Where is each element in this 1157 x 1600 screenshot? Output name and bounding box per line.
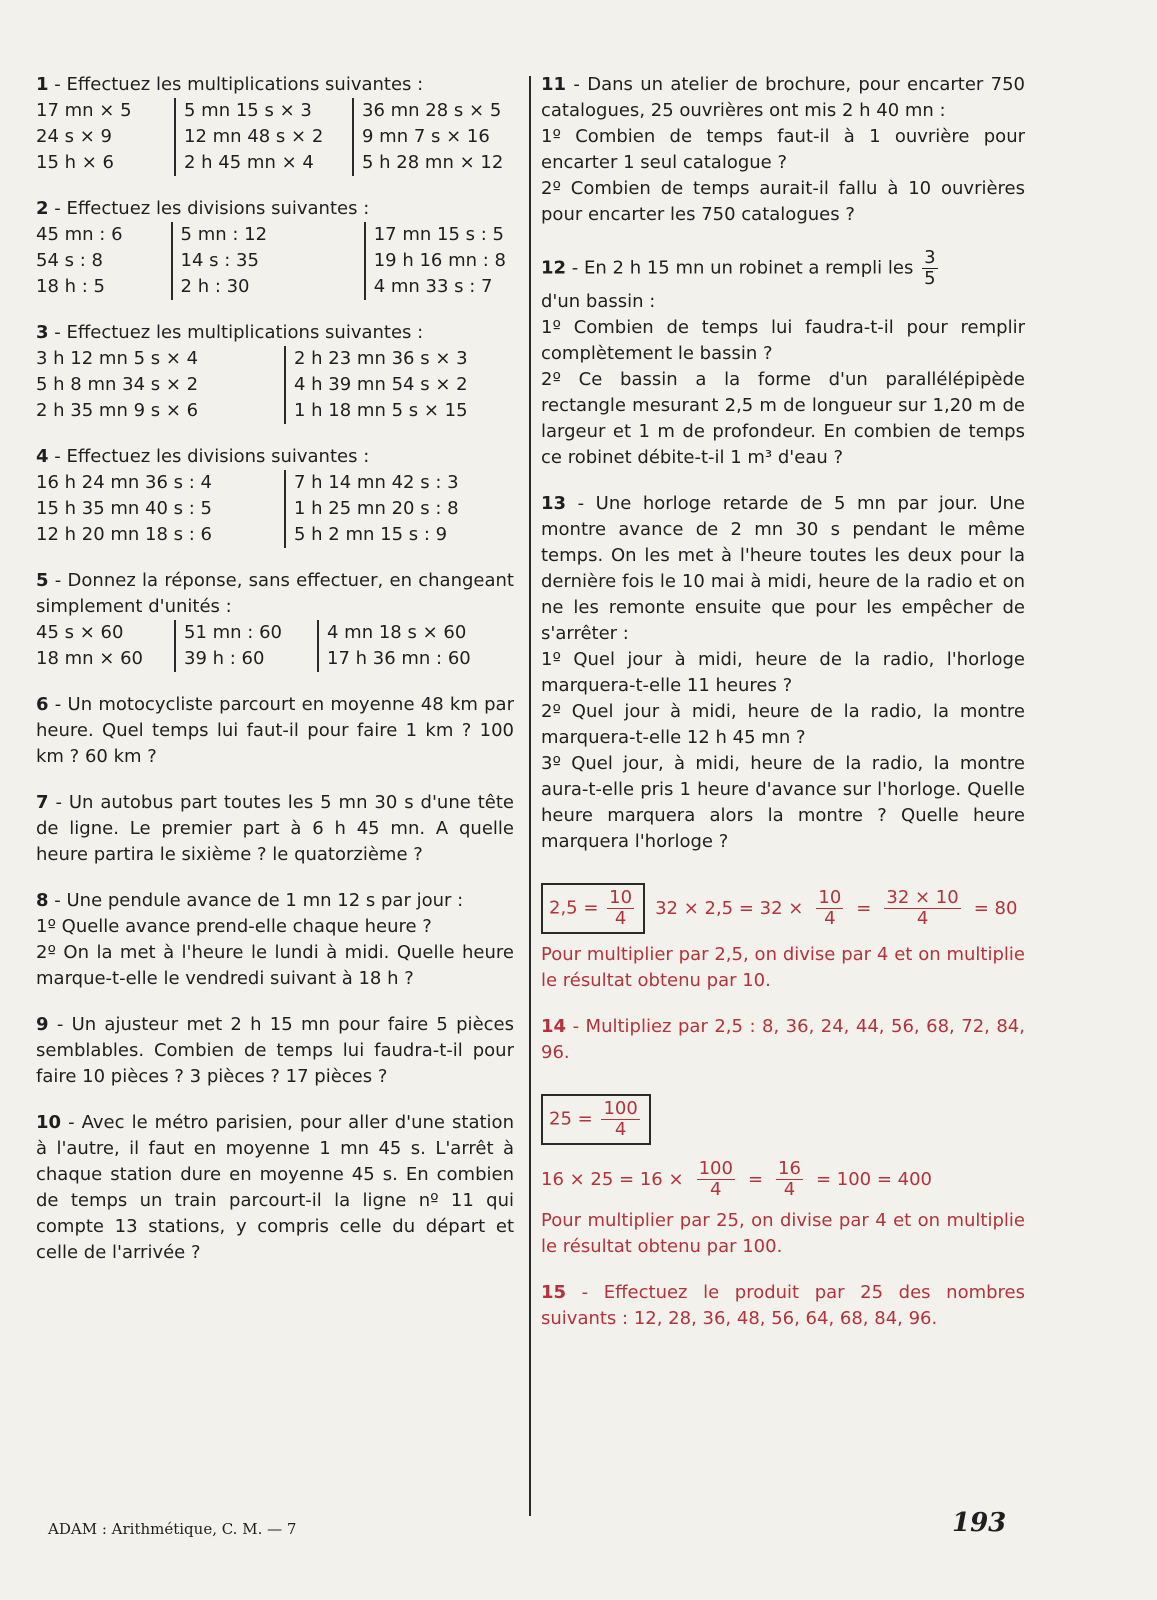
operation: 2 h : 30 bbox=[180, 276, 250, 297]
operation: 54 s : 8 bbox=[36, 250, 103, 271]
operation: 17 mn ⨯ 5 bbox=[36, 100, 132, 121]
numerator: 10 bbox=[818, 887, 842, 908]
formula-text: 32 ⨯ 2,5 = 32 ⨯ bbox=[655, 897, 804, 919]
operations-grid bbox=[36, 346, 514, 424]
exercise-number: 3 bbox=[36, 322, 49, 343]
operation: 2 h 45 mn ⨯ 4 bbox=[184, 152, 314, 173]
exercise-text: - Dans un atelier de brochure, pour encarter 750 catalogues, 25 ouvrières ont mis 2 h 40 mn : bbox=[541, 74, 1025, 121]
operation: 1 h 25 mn 20 s : 8 bbox=[294, 498, 459, 519]
exercise-text: - En 2 h 15 mn un robinet a rempli les bbox=[571, 257, 914, 279]
denominator: 4 bbox=[614, 908, 627, 929]
operation: 39 h : 60 bbox=[184, 648, 265, 669]
grid-column bbox=[171, 222, 364, 300]
formula-text: = 100 = 400 bbox=[815, 1168, 932, 1190]
formula-box bbox=[541, 1094, 651, 1145]
fraction bbox=[601, 1099, 639, 1140]
exercise-number: 15 bbox=[541, 1282, 567, 1303]
fraction bbox=[776, 1159, 803, 1200]
exercise-6 bbox=[36, 692, 514, 770]
exercise-text: - Un motocycliste parcourt en moyenne 48 km par heure. Quel temps lui faut-il pour faire 1 km ? 100 km ? 60 km ? bbox=[36, 694, 514, 767]
operation: 9 mn 7 s ⨯ 16 bbox=[362, 126, 490, 147]
exercise-9 bbox=[36, 1012, 514, 1090]
exercise-4 bbox=[36, 444, 514, 548]
exercise-text-continued: d'un bassin : bbox=[541, 291, 656, 312]
exercise-text: - Une pendule avance de 1 mn 12 s par jour : bbox=[54, 890, 464, 911]
operation: 12 h 20 mn 18 s : 6 bbox=[36, 524, 213, 545]
question: 2º Combien de temps aurait-il fallu à 10 ouvrières pour encarter les 750 catalogues ? bbox=[541, 178, 1025, 225]
exercise-text: - Un ajusteur met 2 h 15 mn pour faire 5 pièces semblables. Combien de temps lui faudra-t-il pour faire 10 pièces ? 3 pièces ? 17 pièces ? bbox=[36, 1014, 514, 1087]
grid-column bbox=[174, 98, 352, 176]
operation: 24 s ⨯ 9 bbox=[36, 126, 112, 147]
numerator: 100 bbox=[698, 1158, 733, 1179]
exercise-5 bbox=[36, 568, 514, 672]
numerator: 16 bbox=[778, 1158, 801, 1179]
exercise-title: - Effectuez les multiplications suivantes : bbox=[54, 74, 424, 95]
fraction bbox=[816, 888, 843, 929]
fraction bbox=[884, 888, 960, 929]
denominator: 5 bbox=[924, 268, 936, 289]
operation: 5 h 8 mn 34 s ⨯ 2 bbox=[36, 374, 199, 395]
exercise-number: 12 bbox=[541, 257, 567, 279]
exercise-number: 4 bbox=[36, 446, 49, 467]
grid-column bbox=[36, 620, 174, 672]
operation: 12 mn 48 s ⨯ 2 bbox=[184, 126, 324, 147]
exercise-3 bbox=[36, 320, 514, 424]
denominator: 4 bbox=[783, 1179, 796, 1200]
denominator: 4 bbox=[916, 908, 929, 929]
operation: 17 h 36 mn : 60 bbox=[327, 648, 471, 669]
exercise-text: - Un autobus part toutes les 5 mn 30 s d'une tête de ligne. Le premier part à 6 h 45 mn. A quelle heure partira le sixième ? le quatorzième ? bbox=[36, 792, 514, 865]
exercise-title: - Effectuez les multiplications suivantes : bbox=[54, 322, 424, 343]
question: 1º Quel jour à midi, heure de la radio, l'horloge marquera-t-elle 11 heures ? bbox=[541, 649, 1025, 696]
grid-column bbox=[284, 470, 467, 548]
question: 3º Quel jour, à midi, heure de la radio, la montre aura-t-elle pris 1 heure d'avance sur l'horloge. Quelle heure marquera alors la montre ? Quelle heure marquera l'horloge ? bbox=[541, 753, 1025, 852]
exercise-8 bbox=[36, 888, 514, 992]
numerator: 10 bbox=[609, 887, 633, 908]
exercise-number: 7 bbox=[36, 792, 49, 813]
exercise-12 bbox=[541, 248, 1025, 471]
grid-column bbox=[317, 620, 479, 672]
fraction bbox=[607, 888, 634, 929]
exercise-number: 14 bbox=[541, 1016, 567, 1037]
operations-grid bbox=[36, 222, 514, 300]
exercise-7 bbox=[36, 790, 514, 868]
operations-grid bbox=[36, 620, 514, 672]
exercise-title: - Effectuez les divisions suivantes : bbox=[54, 446, 370, 467]
exercise-number: 6 bbox=[36, 694, 49, 715]
question: 1º Combien de temps faut-il à 1 ouvrière pour encarter 1 seul catalogue ? bbox=[541, 126, 1025, 173]
operation: 5 h 2 mn 15 s : 9 bbox=[294, 524, 448, 545]
operation: 16 h 24 mn 36 s : 4 bbox=[36, 472, 213, 493]
grid-column bbox=[284, 346, 476, 424]
operation: 45 s ⨯ 60 bbox=[36, 622, 124, 643]
operation: 7 h 14 mn 42 s : 3 bbox=[294, 472, 459, 493]
operation: 3 h 12 mn 5 s ⨯ 4 bbox=[36, 348, 199, 369]
exercise-1 bbox=[36, 72, 514, 176]
operation: 18 mn ⨯ 60 bbox=[36, 648, 143, 669]
denominator: 4 bbox=[824, 908, 836, 929]
operation: 51 mn : 60 bbox=[184, 622, 282, 643]
question: 2º On la met à l'heure le lundi à midi. Quelle heure marque-t-elle le vendredi suivant à 18 h ? bbox=[36, 942, 514, 989]
grid-column bbox=[36, 98, 174, 176]
exercise-number: 13 bbox=[541, 493, 567, 514]
grid-column bbox=[36, 470, 284, 548]
operation: 4 mn 18 s ⨯ 60 bbox=[327, 622, 467, 643]
exercise-10 bbox=[36, 1110, 514, 1266]
operation: 5 h 28 mn ⨯ 12 bbox=[362, 152, 504, 173]
rule-text: Pour multiplier par 2,5, on divise par 4 et on multiplie le résultat obtenu par 10. bbox=[541, 944, 1025, 991]
rule-text: Pour multiplier par 25, on divise par 4 et on multiplie le résultat obtenu par 100. bbox=[541, 1210, 1025, 1257]
column-divider bbox=[529, 76, 531, 1516]
exercise-title: - Donnez la réponse, sans effectuer, en changeant simplement d'unités : bbox=[36, 570, 514, 617]
operation: 45 mn : 6 bbox=[36, 224, 123, 245]
operation: 2 h 23 mn 36 s ⨯ 3 bbox=[294, 348, 468, 369]
operation: 4 h 39 mn 54 s ⨯ 2 bbox=[294, 374, 468, 395]
rule-25 bbox=[541, 1094, 1025, 1260]
denominator: 4 bbox=[614, 1119, 627, 1140]
operations-grid bbox=[36, 470, 514, 548]
formula-text: = 80 bbox=[973, 897, 1018, 919]
operation: 1 h 18 mn 5 s ⨯ 15 bbox=[294, 400, 468, 421]
operation: 5 mn : 12 bbox=[180, 224, 268, 245]
numerator: 100 bbox=[603, 1098, 638, 1119]
exercise-13 bbox=[541, 491, 1025, 855]
numerator: 3 bbox=[924, 247, 936, 268]
exercise-text: - Une horloge retarde de 5 mn par jour. Une montre avance de 2 mn 30 s pendant le même temps. On les met à l'heure toutes les deux pour la dernière fois le 10 mai à midi, heure de la radio et on ne les remonte ensuite que pour les empêcher de s'arrêter : bbox=[541, 493, 1025, 644]
fraction bbox=[697, 1159, 735, 1200]
question: 2º Quel jour à midi, heure de la radio, la montre marquera-t-elle 12 h 45 mn ? bbox=[541, 701, 1025, 748]
exercise-14 bbox=[541, 1014, 1025, 1066]
exercise-text: - Avec le métro parisien, pour aller d'une station à l'autre, il faut en moyenne 1 mn 45 s. L'arrêt à chaque station dure en moyenne 45 s. En combien de temps un train parcourt-il la ligne nº 11 qui compte 13 stations, y compris celle du départ et celle de l'arrivée ? bbox=[36, 1112, 514, 1263]
operations-grid bbox=[36, 98, 514, 176]
formula-box bbox=[541, 883, 645, 934]
exercise-number: 5 bbox=[36, 570, 49, 591]
book-footer: ADAM : Arithmétique, C. M. — 7 bbox=[48, 1520, 297, 1538]
formula-text: = bbox=[747, 1168, 764, 1190]
rule-2-5 bbox=[541, 883, 1025, 994]
operation: 14 s : 35 bbox=[180, 250, 259, 271]
formula-text: = bbox=[856, 897, 872, 919]
fraction bbox=[922, 248, 937, 289]
exercise-number: 10 bbox=[36, 1112, 62, 1133]
exercise-title: - Effectuez les divisions suivantes : bbox=[54, 198, 370, 219]
exercise-text: - Multipliez par 2,5 : 8, 36, 24, 44, 56, 68, 72, 84, 96. bbox=[541, 1016, 1025, 1063]
formula-text: 25 = bbox=[549, 1108, 593, 1130]
formula-box-line bbox=[541, 1094, 1025, 1145]
exercise-number: 8 bbox=[36, 890, 49, 911]
left-column bbox=[36, 72, 514, 1286]
grid-column bbox=[36, 222, 171, 300]
formula-line bbox=[541, 1159, 1025, 1200]
grid-column bbox=[174, 620, 317, 672]
right-column bbox=[541, 72, 1025, 1352]
grid-column bbox=[36, 346, 284, 424]
operation: 4 mn 33 s : 7 bbox=[373, 276, 493, 297]
exercise-number: 9 bbox=[36, 1014, 49, 1035]
exercise-11 bbox=[541, 72, 1025, 228]
formula-text: 16 ⨯ 25 = 16 ⨯ bbox=[541, 1168, 684, 1190]
denominator: 4 bbox=[710, 1179, 722, 1200]
exercise-number: 2 bbox=[36, 198, 49, 219]
formula-line bbox=[541, 883, 1025, 934]
exercise-text: - Effectuez le produit par 25 des nombres suivants : 12, 28, 36, 48, 56, 64, 68, 84, 96. bbox=[541, 1282, 1025, 1329]
formula-text: 2,5 = bbox=[549, 897, 599, 919]
exercise-number: 1 bbox=[36, 74, 49, 95]
exercise-number: 11 bbox=[541, 74, 567, 95]
operation: 18 h : 5 bbox=[36, 276, 105, 297]
page-number: 193 bbox=[952, 1508, 1007, 1538]
operation: 15 h 35 mn 40 s : 5 bbox=[36, 498, 213, 519]
question: 1º Combien de temps lui faudra-t-il pour remplir complètement le bassin ? bbox=[541, 317, 1025, 364]
numerator: 32 ⨯ 10 bbox=[886, 887, 959, 908]
question: 1º Quelle avance prend-elle chaque heure ? bbox=[36, 916, 432, 937]
exercise-2 bbox=[36, 196, 514, 300]
question: 2º Ce bassin a la forme d'un parallélépipède rectangle mesurant 2,5 m de longueur sur 1,20 m de largeur et 1 m de profondeur. En combien de temps ce robinet débite-t-il 1 m³ d'eau ? bbox=[541, 369, 1025, 468]
exercise-15 bbox=[541, 1280, 1025, 1332]
operation: 19 h 16 mn : 8 bbox=[373, 250, 506, 271]
operation: 5 mn 15 s ⨯ 3 bbox=[184, 100, 312, 121]
operation: 2 h 35 mn 9 s ⨯ 6 bbox=[36, 400, 199, 421]
operation: 17 mn 15 s : 5 bbox=[373, 224, 504, 245]
grid-column bbox=[352, 98, 511, 176]
operation: 15 h ⨯ 6 bbox=[36, 152, 115, 173]
operation: 36 mn 28 s ⨯ 5 bbox=[362, 100, 502, 121]
grid-column bbox=[364, 222, 514, 300]
